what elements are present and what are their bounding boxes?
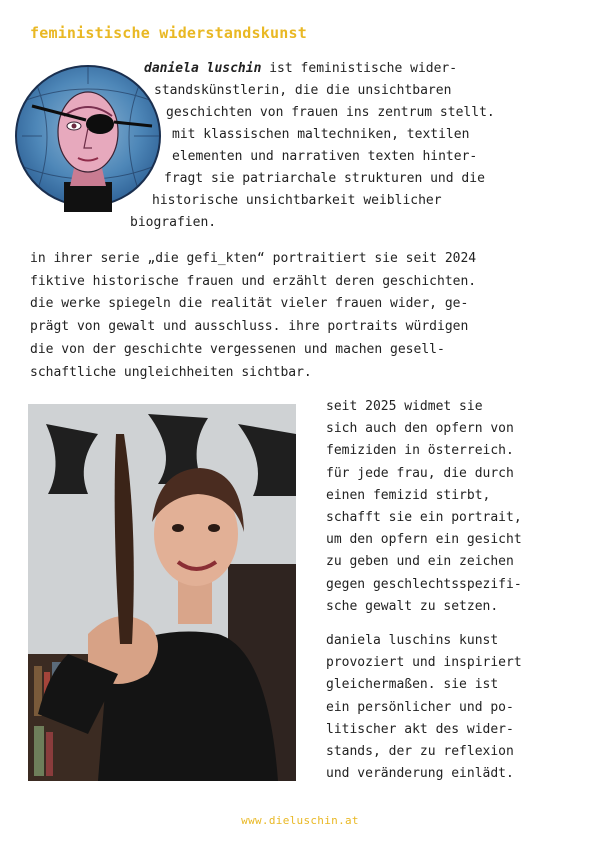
intro-line-3: geschichten von frauen ins zentrum stellt. <box>166 105 495 120</box>
intro-line-7: historische unsichtbarkeit weiblicher <box>152 193 442 208</box>
intro-line-5: elementen und narrativen texten hinter- <box>172 149 478 164</box>
intro-line-4: mit klassischen maltechniken, textilen <box>172 127 470 142</box>
website-link[interactable]: www.dieluschin.at <box>241 814 359 827</box>
intro-line-8: biografien. <box>130 215 217 230</box>
closing-paragraph: daniela luschins kunst provoziert und inspiriert gleichermaßen. sie ist ein persönlicher und po- litischer akt des wider- stands, der zu reflexion und veränderung einlädt. <box>326 633 522 782</box>
artist-photo <box>28 404 296 781</box>
intro-line-2: standskünstlerin, die die unsichtbaren <box>154 83 452 98</box>
series-paragraph: in ihrer serie „die gefi_kten“ portraitiert sie seit 2024 fiktive historische frauen und erzählt deren geschichten. die werke spiegeln die realität vieler frauen wider, ge- prägt von gewalt und ausschluss. ihre portraits würdigen die von der geschichte vergessenen und machen gesell- schaftliche ungleichheiten sichtbar. <box>30 251 477 380</box>
page-title: feministische widerstandskunst <box>30 24 307 42</box>
femicide-paragraph: seit 2025 widmet sie sich auch den opfern von femiziden in österreich. für jede frau, die durch einen femizid stirbt, schafft sie ein portrait, um den opfern ein gesicht zu geben und ein zeichen gegen geschlechtsspezifi- sche gewalt zu setzen. <box>326 399 522 614</box>
portrait-painting <box>12 64 164 212</box>
intro-line-1: daniela luschin ist feministische wider- <box>144 61 458 76</box>
intro-line-6: fragt sie patriarchale strukturen und die <box>164 171 485 186</box>
artist-name: daniela luschin <box>144 61 262 76</box>
